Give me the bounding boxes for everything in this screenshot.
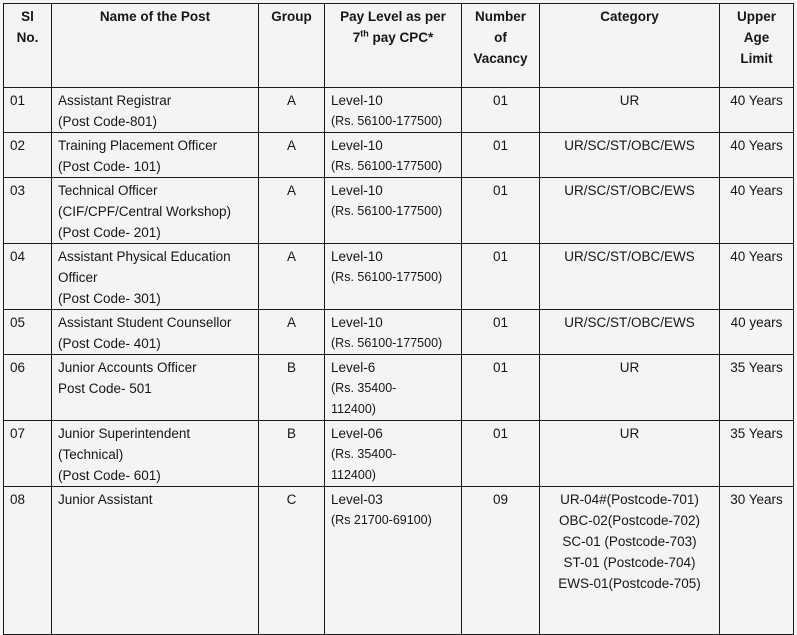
table-row: [4, 421, 794, 487]
table-row: [4, 88, 794, 133]
category-cell: UR/SC/ST/OBC/EWS: [540, 310, 720, 355]
category-cell: UR: [540, 355, 720, 421]
post-name-cell: Technical Officer (CIF/CPF/Central Workshop) (Post Code- 201): [52, 178, 259, 244]
age-limit-cell: 40 Years: [720, 178, 794, 244]
category-cell: UR/SC/ST/OBC/EWS: [540, 178, 720, 244]
header-category: Category: [540, 4, 720, 88]
post-name-cell: Assistant Student Counsellor (Post Code- 401): [52, 310, 259, 355]
post-name-cell: Junior Accounts Officer Post Code- 501: [52, 355, 259, 421]
pay-level-cell: Level-10 (Rs. 56100-177500): [325, 310, 462, 355]
sl-cell: 08: [4, 487, 52, 635]
sl-cell: 06: [4, 355, 52, 421]
group-cell: A: [259, 133, 325, 178]
header-pay: Pay Level as per 7th pay CPC*: [325, 4, 462, 88]
vacancy-cell: 01: [462, 421, 540, 487]
group-cell: A: [259, 178, 325, 244]
category-cell: UR/SC/ST/OBC/EWS: [540, 244, 720, 310]
group-cell: A: [259, 88, 325, 133]
header-vacancy: Number of Vacancy: [462, 4, 540, 88]
category-cell: UR-04#(Postcode-701) OBC-02(Postcode-702) SC-01 (Postcode-703) ST-01 (Postcode-704) EWS-01(Postcode-705): [540, 487, 720, 635]
age-limit-cell: 40 Years: [720, 133, 794, 178]
age-limit-cell: 40 years: [720, 310, 794, 355]
sl-cell: 01: [4, 88, 52, 133]
pay-level-cell: Level-06 (Rs. 35400- 112400): [325, 421, 462, 487]
post-name-cell: Junior Assistant: [52, 487, 259, 635]
post-name-cell: Assistant Physical Education Officer (Post Code- 301): [52, 244, 259, 310]
post-name-cell: Junior Superintendent (Technical) (Post Code- 601): [52, 421, 259, 487]
vacancy-table: [3, 3, 794, 635]
table-row: [4, 355, 794, 421]
category-cell: UR: [540, 421, 720, 487]
post-name-cell: Assistant Registrar (Post Code-801): [52, 88, 259, 133]
vacancy-cell: 01: [462, 310, 540, 355]
table-row: [4, 178, 794, 244]
table-row: [4, 244, 794, 310]
sl-cell: 03: [4, 178, 52, 244]
group-cell: A: [259, 244, 325, 310]
vacancy-cell: 09: [462, 487, 540, 635]
table-row: [4, 487, 794, 635]
category-cell: UR: [540, 88, 720, 133]
sl-cell: 04: [4, 244, 52, 310]
vacancy-cell: 01: [462, 88, 540, 133]
category-cell: UR/SC/ST/OBC/EWS: [540, 133, 720, 178]
header-sl: Sl No.: [4, 4, 52, 88]
post-name-cell: Training Placement Officer (Post Code- 101): [52, 133, 259, 178]
group-cell: A: [259, 310, 325, 355]
vacancy-cell: 01: [462, 178, 540, 244]
sl-cell: 05: [4, 310, 52, 355]
sl-cell: 07: [4, 421, 52, 487]
sl-cell: 02: [4, 133, 52, 178]
vacancy-table-container: [3, 3, 794, 635]
vacancy-cell: 01: [462, 355, 540, 421]
vacancy-cell: 01: [462, 244, 540, 310]
header-age: Upper Age Limit: [720, 4, 794, 88]
pay-level-cell: Level-10 (Rs. 56100-177500): [325, 244, 462, 310]
pay-level-cell: Level-10 (Rs. 56100-177500): [325, 178, 462, 244]
age-limit-cell: 40 Years: [720, 244, 794, 310]
table-row: [4, 310, 794, 355]
age-limit-cell: 35 Years: [720, 355, 794, 421]
group-cell: B: [259, 355, 325, 421]
pay-level-cell: Level-6 (Rs. 35400- 112400): [325, 355, 462, 421]
pay-level-cell: Level-10 (Rs. 56100-177500): [325, 133, 462, 178]
group-cell: C: [259, 487, 325, 635]
vacancy-cell: 01: [462, 133, 540, 178]
group-cell: B: [259, 421, 325, 487]
header-name: Name of the Post: [52, 4, 259, 88]
age-limit-cell: 30 Years: [720, 487, 794, 635]
age-limit-cell: 40 Years: [720, 88, 794, 133]
pay-level-cell: Level-10 (Rs. 56100-177500): [325, 88, 462, 133]
table-header-row: [4, 4, 794, 88]
header-group: Group: [259, 4, 325, 88]
age-limit-cell: 35 Years: [720, 421, 794, 487]
pay-level-cell: Level-03 (Rs 21700-69100): [325, 487, 462, 635]
table-row: [4, 133, 794, 178]
